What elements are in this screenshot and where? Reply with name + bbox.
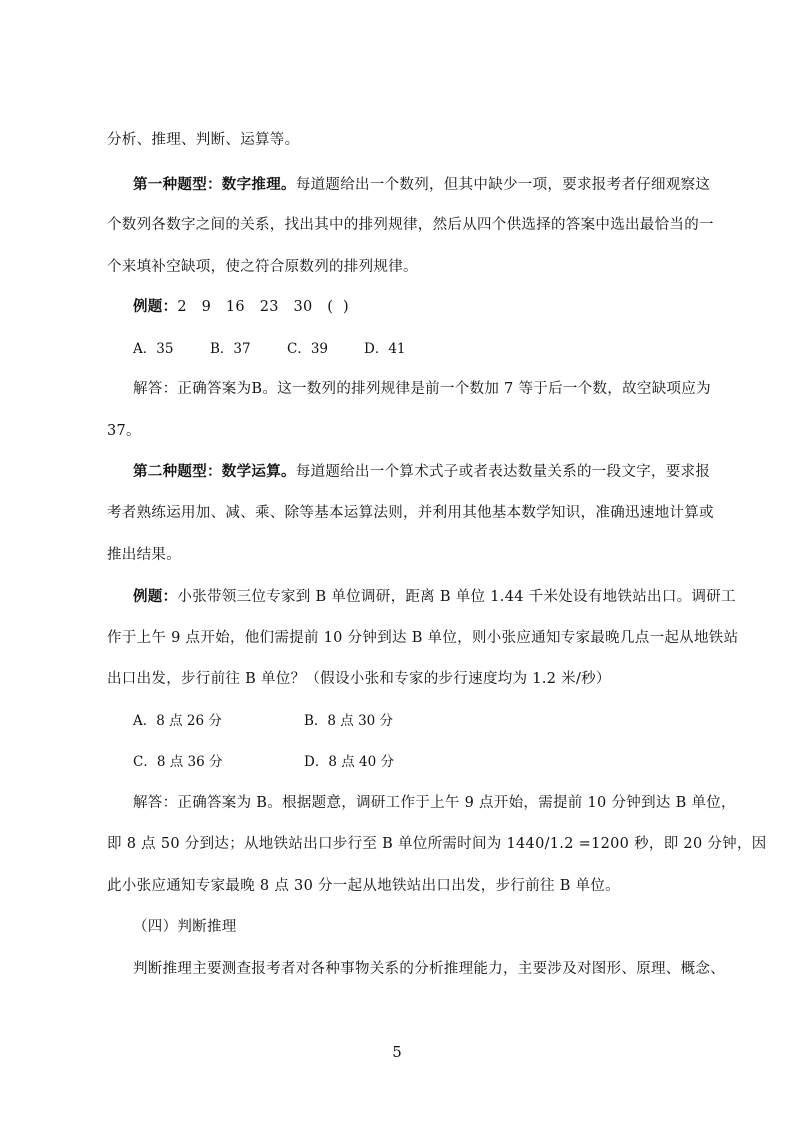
section4-line1: 判断推理主要测查报考者对各种事物关系的分析推理能力，主要涉及对图形、原理、概念、 (133, 961, 725, 977)
type2-paragraph-line1 (133, 462, 710, 482)
type1-paragraph-line1 (133, 175, 710, 195)
section4-heading: （四）判断推理 (133, 919, 237, 935)
type1-line3: 个来填补空缺项，使之符合原数列的排列规律。 (107, 259, 418, 275)
type2-line2: 考者熟练运用加、减、乘、除等基本运算法则，并利用其他基本数学知识，准确迅速地计算或 (107, 505, 714, 521)
type1-example (133, 297, 349, 317)
type1-heading: 第一种题型：数字推理。 (133, 176, 296, 193)
type1-option-c: C．39 (287, 341, 329, 357)
type2-example-label: 例题： (133, 588, 178, 605)
type2-line1-rest: 每道题给出一个算术式子或者表达数量关系的一段文字，要求报 (295, 464, 711, 480)
type1-line2: 个数列各数字之间的关系，找出其中的排列规律，然后从四个供选择的答案中选出最恰当的一 (107, 217, 714, 233)
type2-example-line1-rest: 小张带领三位专家到 B 单位调研，距离 B 单位 1.44 千米处设有地铁站出口。调研工 (177, 589, 736, 605)
type2-option-b: B．8 点 30 分 (304, 713, 394, 729)
type2-line3: 推出结果。 (107, 547, 181, 563)
type2-answer-line2: 即 8 点 50 分到达；从地铁站出口步行至 B 单位所需时间为 1440/1.2 =1200 秒，即 20 分钟，因 (107, 836, 767, 852)
type1-example-sequence: 2 9 16 23 30 ( ) (177, 299, 349, 315)
intro-tail: 分析、推理、判断、运算等。 (107, 132, 300, 148)
type1-option-d: D．41 (364, 341, 406, 357)
type2-option-a: A．8 点 26 分 (133, 713, 222, 729)
type2-example-line3: 出口出发，步行前往 B 单位？（假设小张和专家的步行速度均为 1.2 米/秒） (107, 671, 611, 687)
type2-example-line1 (133, 587, 736, 607)
type1-option-a: A．35 (133, 341, 174, 357)
type1-example-label: 例题： (133, 298, 178, 315)
type2-example-line2: 作于上午 9 点开始，他们需提前 10 分钟到达 B 单位，则小张应通知专家最晚几点一起从地铁站 (107, 630, 739, 646)
type2-option-c: C．8 点 36 分 (133, 754, 223, 770)
type1-line1-rest: 每道题给出一个数列，但其中缺少一项，要求报考者仔细观察这 (295, 177, 711, 193)
type1-answer-line1: 解答：正确答案为B。这一数列的排列规律是前一个数加 7 等于后一个数，故空缺项应为 (133, 381, 711, 397)
type1-answer-line2: 37。 (107, 423, 141, 439)
page-number: 5 (392, 1043, 402, 1061)
type1-option-b: B．37 (210, 341, 251, 357)
type2-heading: 第二种题型：数学运算。 (133, 463, 296, 480)
type2-answer-line1: 解答：正确答案为 B。根据题意，调研工作于上午 9 点开始，需提前 10 分钟到达 B 单位， (133, 795, 736, 811)
type2-answer-line3: 此小张应通知专家最晚 8 点 30 分一起从地铁站出口出发，步行前往 B 单位。 (107, 878, 620, 894)
type2-option-d: D．8 点 40 分 (304, 754, 394, 770)
